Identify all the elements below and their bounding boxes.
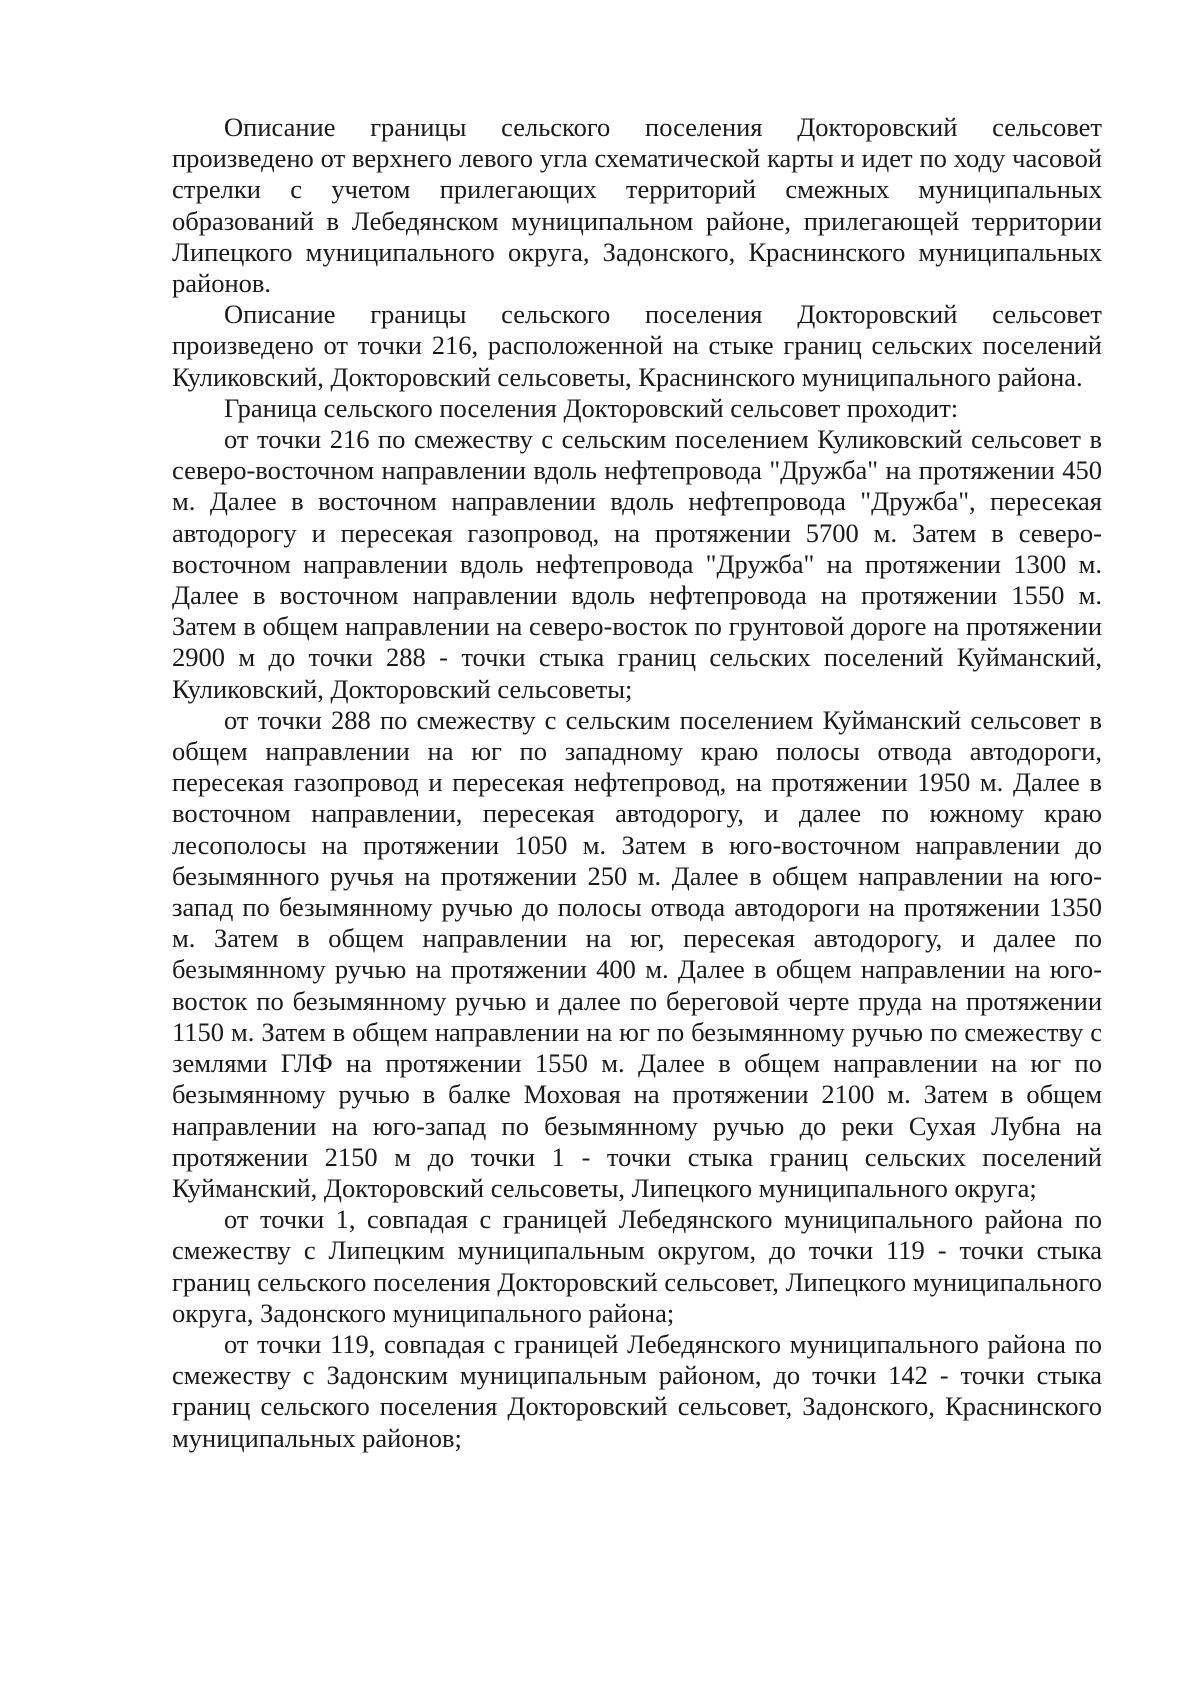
paragraph-segment-288-1: от точки 288 по смежеству с сельским поселением Куйманский сельсовет в общем направлении на юг по западному краю полосы отвода автодороги, пересекая газопровод и пересекая нефтепровод, на протяжении 1950 м. Далее в восточном направлении, пересекая автодорогу, и далее по южному краю лесополосы на протяжении 1050 м. Затем в юго-восточном направлении до безымянного ручья на протяжении 250 м. Далее в общем направлении на юго-запад по безымянному ручью до полосы отвода автодороги на протяжении 1350 м. Затем в общем направлении на юг, пересекая автодорогу, и далее по безымянному ручью на протяжении 400 м. Далее в общем направлении на юго-восток по безымянному ручью и далее по береговой черте пруда на протяжении 1150 м. Затем в общем направлении на юг по безымянному ручью по смежеству с землями ГЛФ на протяжении 1550 м. Далее в общем направлении на юг по безымянному ручью в балке Моховая на протяжении 2100 м. Затем в общем направлении на юго-запад по безымянному ручью до реки Сухая Лубна на протяжении 2150 м до точки 1 - точки стыка границ сельских поселений Куйманский, Докторовский сельсоветы, Липецкого муниципального округа; (172, 704, 1102, 1203)
paragraph-boundary-start-point: Описание границы сельского поселения Докторовский сельсовет произведено от точки 216, расположенной на стыке границ сельских поселений Куликовский, Докторовский сельсоветы, Краснинского муниципального района. (172, 299, 1102, 392)
paragraph-segment-216-288: от точки 216 по смежеству с сельским поселением Куликовский сельсовет в северо-восточном направлении вдоль нефтепровода "Дружба" на протяжении 450 м. Далее в восточном направлении вдоль нефтепровода "Дружба", пересекая автодорогу и пересекая газопровод, на протяжении 5700 м. Затем в северо-восточном направлении вдоль нефтепровода "Дружба" на протяжении 1300 м. Далее в восточном направлении вдоль нефтепровода на протяжении 1550 м. Затем в общем направлении на северо-восток по грунтовой дороге на протяжении 2900 м до точки 288 - точки стыка границ сельских поселений Куйманский, Куликовский, Докторовский сельсоветы; (172, 424, 1102, 704)
paragraph-boundary-description-intro: Описание границы сельского поселения Докторовский сельсовет произведено от верхнего левого угла схематической карты и идет по ходу часовой стрелки с учетом прилегающих территорий смежных муниципальных образований в Лебедянском муниципальном районе, прилегающей территории Липецкого муниципального округа, Задонского, Краснинского муниципальных районов. (172, 112, 1102, 299)
document-body (172, 112, 1102, 1454)
paragraph-segment-1-119: от точки 1, совпадая с границей Лебедянского муниципального района по смежеству с Липецким муниципальным округом, до точки 119 - точки стыка границ сельского поселения Докторовский сельсовет, Липецкого муниципального округа, Задонского муниципального района; (172, 1204, 1102, 1328)
paragraph-boundary-passes: Граница сельского поселения Докторовский сельсовет проходит: (224, 392, 959, 423)
paragraph-segment-119-142: от точки 119, совпадая с границей Лебедянского муниципального района по смежеству с Задонским муниципальным районом, до точки 142 - точки стыка границ сельского поселения Докторовский сельсовет, Задонского, Краснинского муниципальных районов; (172, 1328, 1102, 1453)
